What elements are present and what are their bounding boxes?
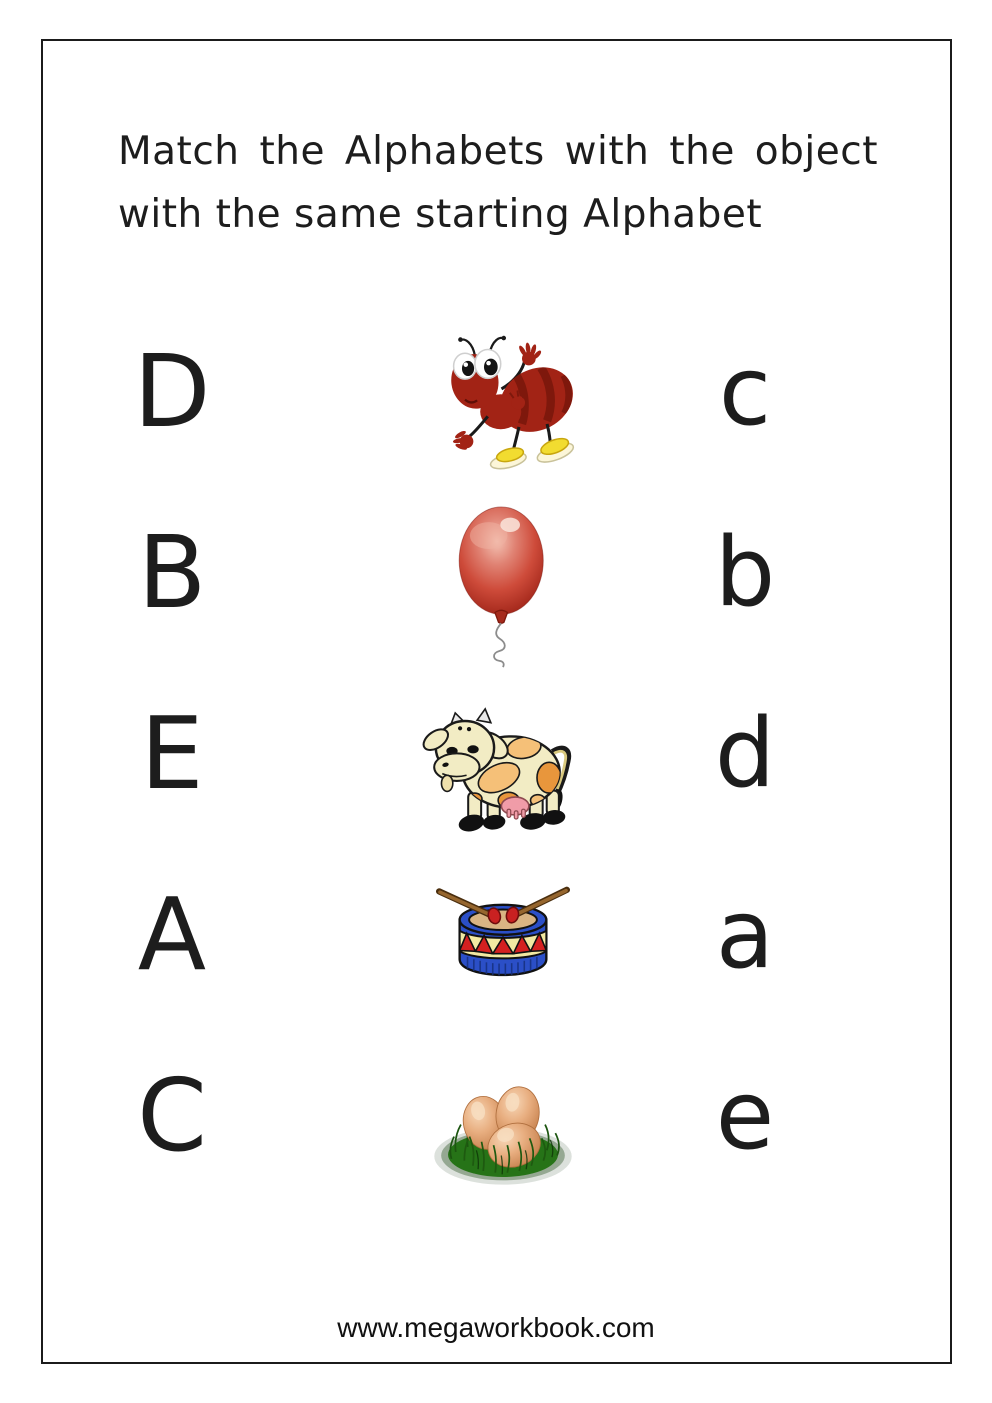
title-line-1: Match the Alphabets with the object: [118, 129, 878, 174]
drum-image: [418, 844, 588, 1025]
lowercase-letter-d: d: [714, 698, 776, 809]
uppercase-letter-a: A: [137, 876, 207, 993]
lowercase-letter-b: b: [714, 517, 776, 628]
title-line-2: with the same starting Alphabet: [118, 192, 763, 237]
lowercase-letter-a: a: [715, 879, 775, 990]
uppercase-letter-d: D: [133, 333, 211, 450]
uppercase-letter-c: C: [137, 1057, 207, 1174]
match-row: [0, 1025, 992, 1206]
lowercase-letter-c: c: [718, 336, 772, 447]
matching-exercise: [0, 301, 992, 1206]
balloon-image: [418, 482, 588, 663]
balloon-illustration: [449, 498, 557, 668]
lowercase-letter-e: e: [715, 1060, 775, 1171]
uppercase-letter-e: E: [140, 695, 204, 812]
worksheet-title: [118, 120, 878, 246]
ant-image: [418, 301, 588, 482]
website-footer: www.megaworkbook.com: [337, 1312, 655, 1343]
match-row: [0, 844, 992, 1025]
uppercase-letter-b: B: [137, 514, 207, 631]
drum-illustration: [436, 876, 570, 988]
match-row: [0, 482, 992, 663]
match-row: [0, 301, 992, 482]
cow-illustration: [418, 695, 588, 845]
match-row: [0, 663, 992, 844]
ant-illustration: [427, 321, 579, 479]
cow-image: [418, 663, 588, 844]
eggs-illustration: [430, 1072, 576, 1190]
eggs-image: [418, 1025, 588, 1206]
